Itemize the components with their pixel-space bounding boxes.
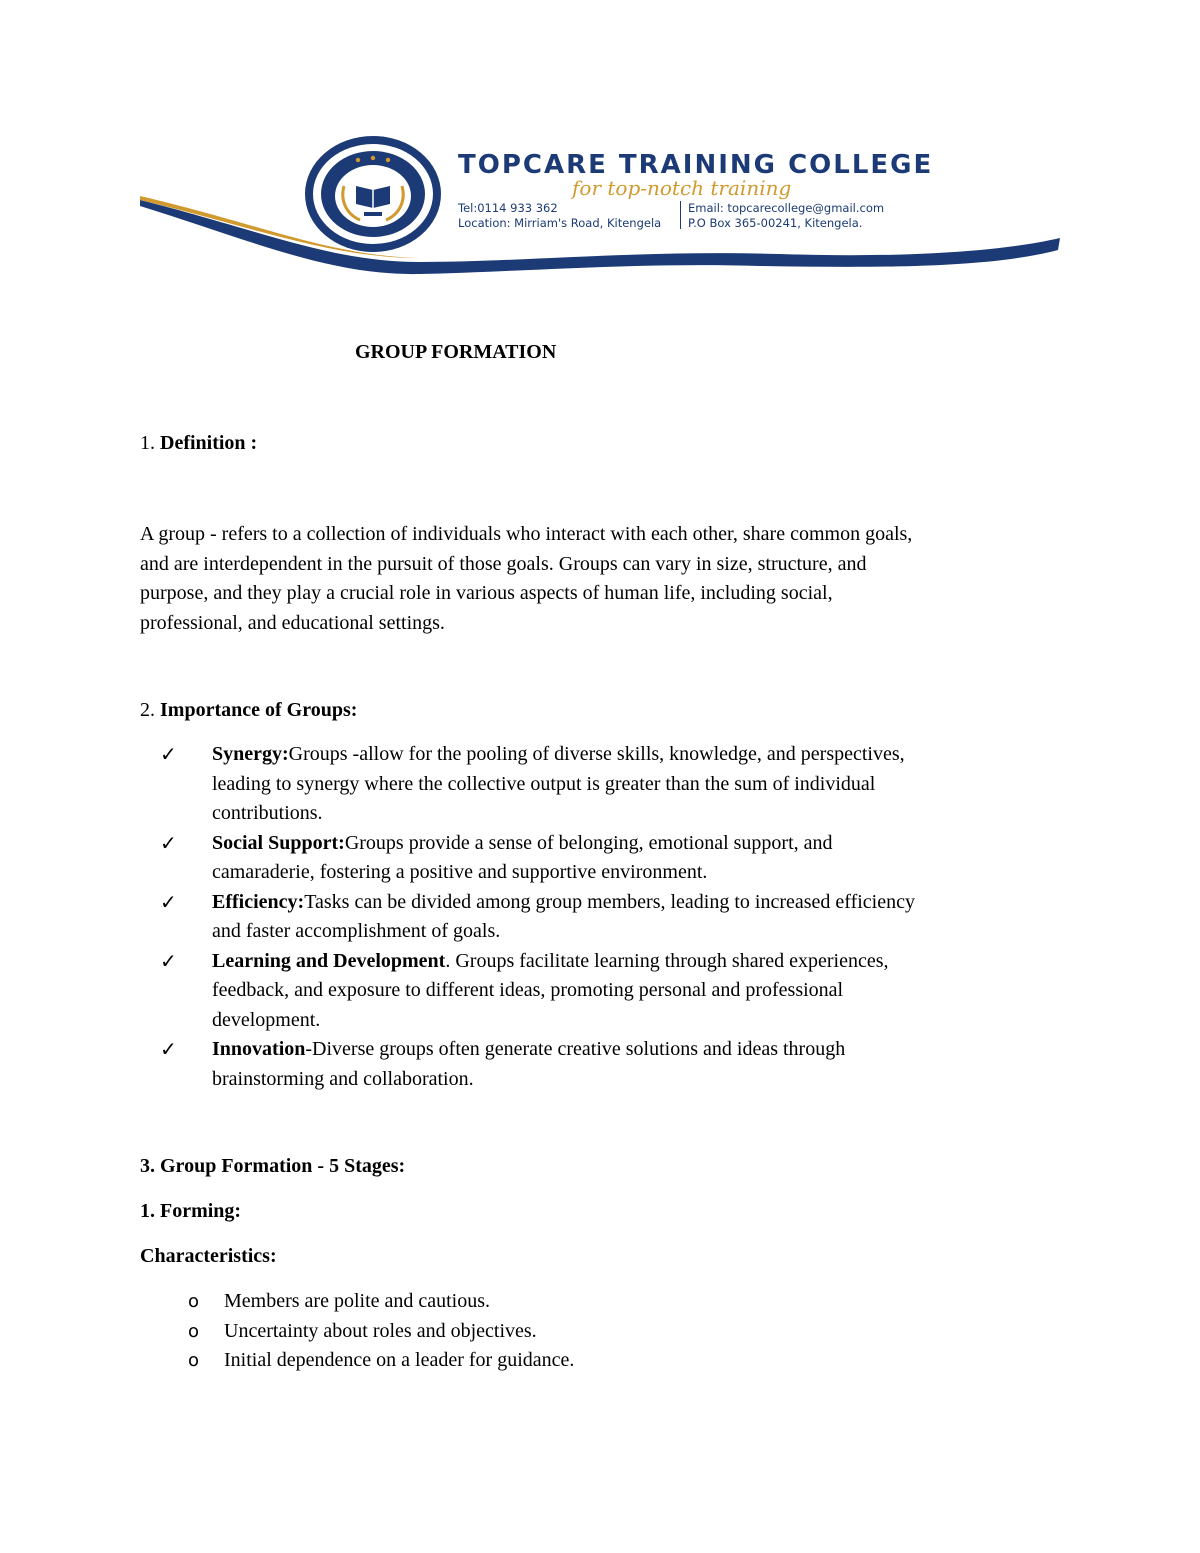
item-term: Innovation	[212, 1038, 306, 1060]
section-number: 1.	[140, 432, 155, 454]
paragraph-line: purpose, and they play a crucial role in various aspects of human life, including social,	[140, 582, 833, 604]
checkmark-icon: ✓	[160, 948, 177, 973]
paragraph-line: professional, and educational settings.	[140, 611, 445, 634]
item-text: -Diverse groups often generate creative solutions and ideas through	[305, 1038, 846, 1060]
item-text: brainstorming and collaboration.	[212, 1067, 474, 1090]
list-item	[160, 829, 1060, 888]
college-location: Location: Mirriam's Road, Kitengela	[458, 216, 662, 230]
college-tagline: for top-notch training	[572, 176, 792, 200]
letterhead	[0, 0, 1200, 300]
checkmark-icon: ✓	[160, 830, 177, 855]
list-item	[188, 1287, 574, 1317]
college-telephone: Tel:0114 933 362	[458, 201, 558, 215]
item-text: and faster accomplishment of goals.	[212, 920, 501, 942]
item-term: Synergy:	[212, 743, 289, 765]
stage-heading-forming	[140, 1200, 241, 1223]
list-item	[188, 1317, 574, 1347]
paragraph-line: and are interdependent in the pursuit of those goals. Groups can vary in size, structure, and	[140, 552, 867, 575]
importance-list	[160, 740, 1060, 1094]
bullet-circle-icon: o	[188, 1350, 200, 1371]
item-text: feedback, and exposure to different ideas, promoting personal and professional	[212, 979, 844, 1001]
page-title: GROUP FORMATION	[355, 341, 557, 363]
item-text: contributions.	[212, 802, 323, 824]
characteristics-list	[188, 1287, 574, 1376]
checkmark-icon: ✓	[160, 889, 177, 914]
college-email: Email: topcarecollege@gmail.com	[688, 201, 885, 215]
item-text: leading to synergy where the collective output is greater than the sum of individual	[212, 772, 876, 795]
item-text: Groups -allow for the pooling of diverse skills, knowledge, and perspectives,	[288, 743, 905, 765]
college-seal-logo	[305, 136, 441, 252]
item-term: Learning and Development	[212, 949, 446, 972]
item-text: . Groups facilitate learning through shared experiences,	[445, 949, 889, 972]
item-text: Groups provide a sense of belonging, emotional support, and	[344, 831, 833, 854]
college-name: TOPCARE TRAINING COLLEGE	[458, 150, 934, 180]
stage-title: 1. Forming:	[140, 1200, 242, 1222]
list-item	[160, 947, 1060, 1036]
list-item	[160, 1035, 1060, 1094]
section-number: 2.	[140, 699, 155, 721]
item-term: Efficiency:	[212, 890, 305, 913]
checkmark-icon: ✓	[160, 742, 177, 766]
list-item-text: Members are polite and cautious.	[224, 1290, 491, 1312]
characteristics-heading: Characteristics:	[140, 1245, 277, 1267]
section-heading-definition	[140, 432, 257, 455]
bullet-circle-icon: o	[188, 1291, 200, 1312]
checkmark-icon: ✓	[160, 1037, 177, 1061]
list-item	[160, 888, 1060, 947]
header-swoosh	[140, 200, 1060, 274]
section-title: Definition :	[160, 432, 258, 454]
list-item-text: Uncertainty about roles and objectives.	[224, 1319, 537, 1342]
item-text: Tasks can be divided among group members, leading to increased efficiency	[304, 890, 915, 913]
definition-paragraph	[140, 520, 1070, 638]
list-item-text: Initial dependence on a leader for guidance.	[224, 1349, 575, 1371]
list-item	[188, 1346, 574, 1376]
section-title: Importance of Groups:	[160, 699, 358, 721]
item-text: camaraderie, fostering a positive and supportive environment.	[212, 861, 708, 883]
letterhead-divider	[680, 201, 681, 229]
item-term: Social Support:	[212, 831, 345, 854]
section-heading-importance	[140, 699, 357, 722]
paragraph-line: A group - refers to a collection of individuals who interact with each other, share common goals,	[140, 523, 913, 545]
list-item	[160, 740, 1060, 829]
college-po-box: P.O Box 365-00241, Kitengela.	[688, 216, 863, 230]
section-heading-group-formation: 3. Group Formation - 5 Stages:	[140, 1155, 406, 1177]
bullet-circle-icon: o	[188, 1320, 200, 1342]
item-text: development.	[212, 1008, 321, 1031]
